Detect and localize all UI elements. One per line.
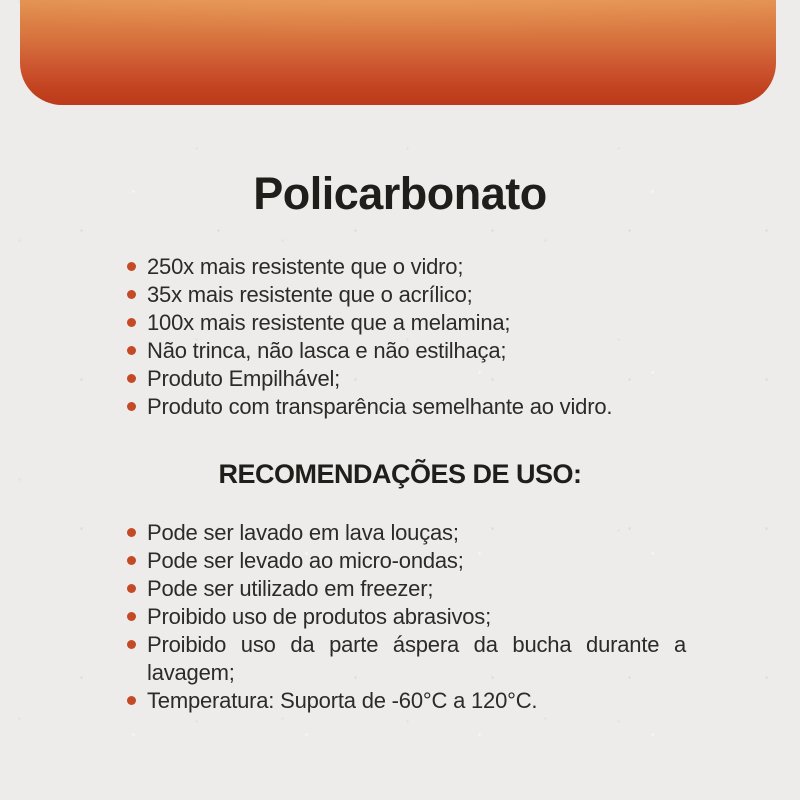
bullet-icon [127,612,136,621]
bullet-icon [127,402,136,411]
recommendation-text: Pode ser levado ao micro-ondas; [147,548,464,573]
feature-text: Produto com transparência semelhante ao vidro. [147,394,613,419]
feature-text: 35x mais resistente que o acrílico; [147,282,473,307]
recommendation-text: Pode ser lavado em lava louças; [147,520,459,545]
bullet-icon [127,262,136,271]
features-list [126,253,686,421]
list-item [126,631,686,687]
list-item [126,253,686,281]
list-item [126,309,686,337]
bullet-icon [127,528,136,537]
bullet-icon [127,640,136,649]
bullet-icon [127,374,136,383]
page-title: Policarbonato [253,168,547,219]
recommendation-text: Proibido uso de produtos abrasivos; [147,604,491,629]
list-item [126,337,686,365]
list-item [126,365,686,393]
recommendations-heading: RECOMENDAÇÕES DE USO: [218,459,582,489]
recommendations-list [126,519,686,715]
feature-text: 250x mais resistente que o vidro; [147,254,464,279]
bullet-icon [127,696,136,705]
header-bar [20,0,776,105]
list-item [126,575,686,603]
recommendation-text: Proibido uso da parte áspera da bucha durante a lavagem; [147,632,686,685]
bullet-icon [127,318,136,327]
list-item [126,547,686,575]
bullet-icon [127,556,136,565]
list-item [126,281,686,309]
recommendation-text: Pode ser utilizado em freezer; [147,576,434,601]
list-item [126,393,686,421]
feature-text: Não trinca, não lasca e não estilhaça; [147,338,507,363]
feature-text: 100x mais resistente que a melamina; [147,310,511,335]
list-item [126,519,686,547]
list-item [126,603,686,631]
feature-text: Produto Empilhável; [147,366,341,391]
bullet-icon [127,346,136,355]
bullet-icon [127,290,136,299]
list-item [126,687,686,715]
recommendation-text: Temperatura: Suporta de -60°C a 120°C. [147,688,538,713]
bullet-icon [127,584,136,593]
